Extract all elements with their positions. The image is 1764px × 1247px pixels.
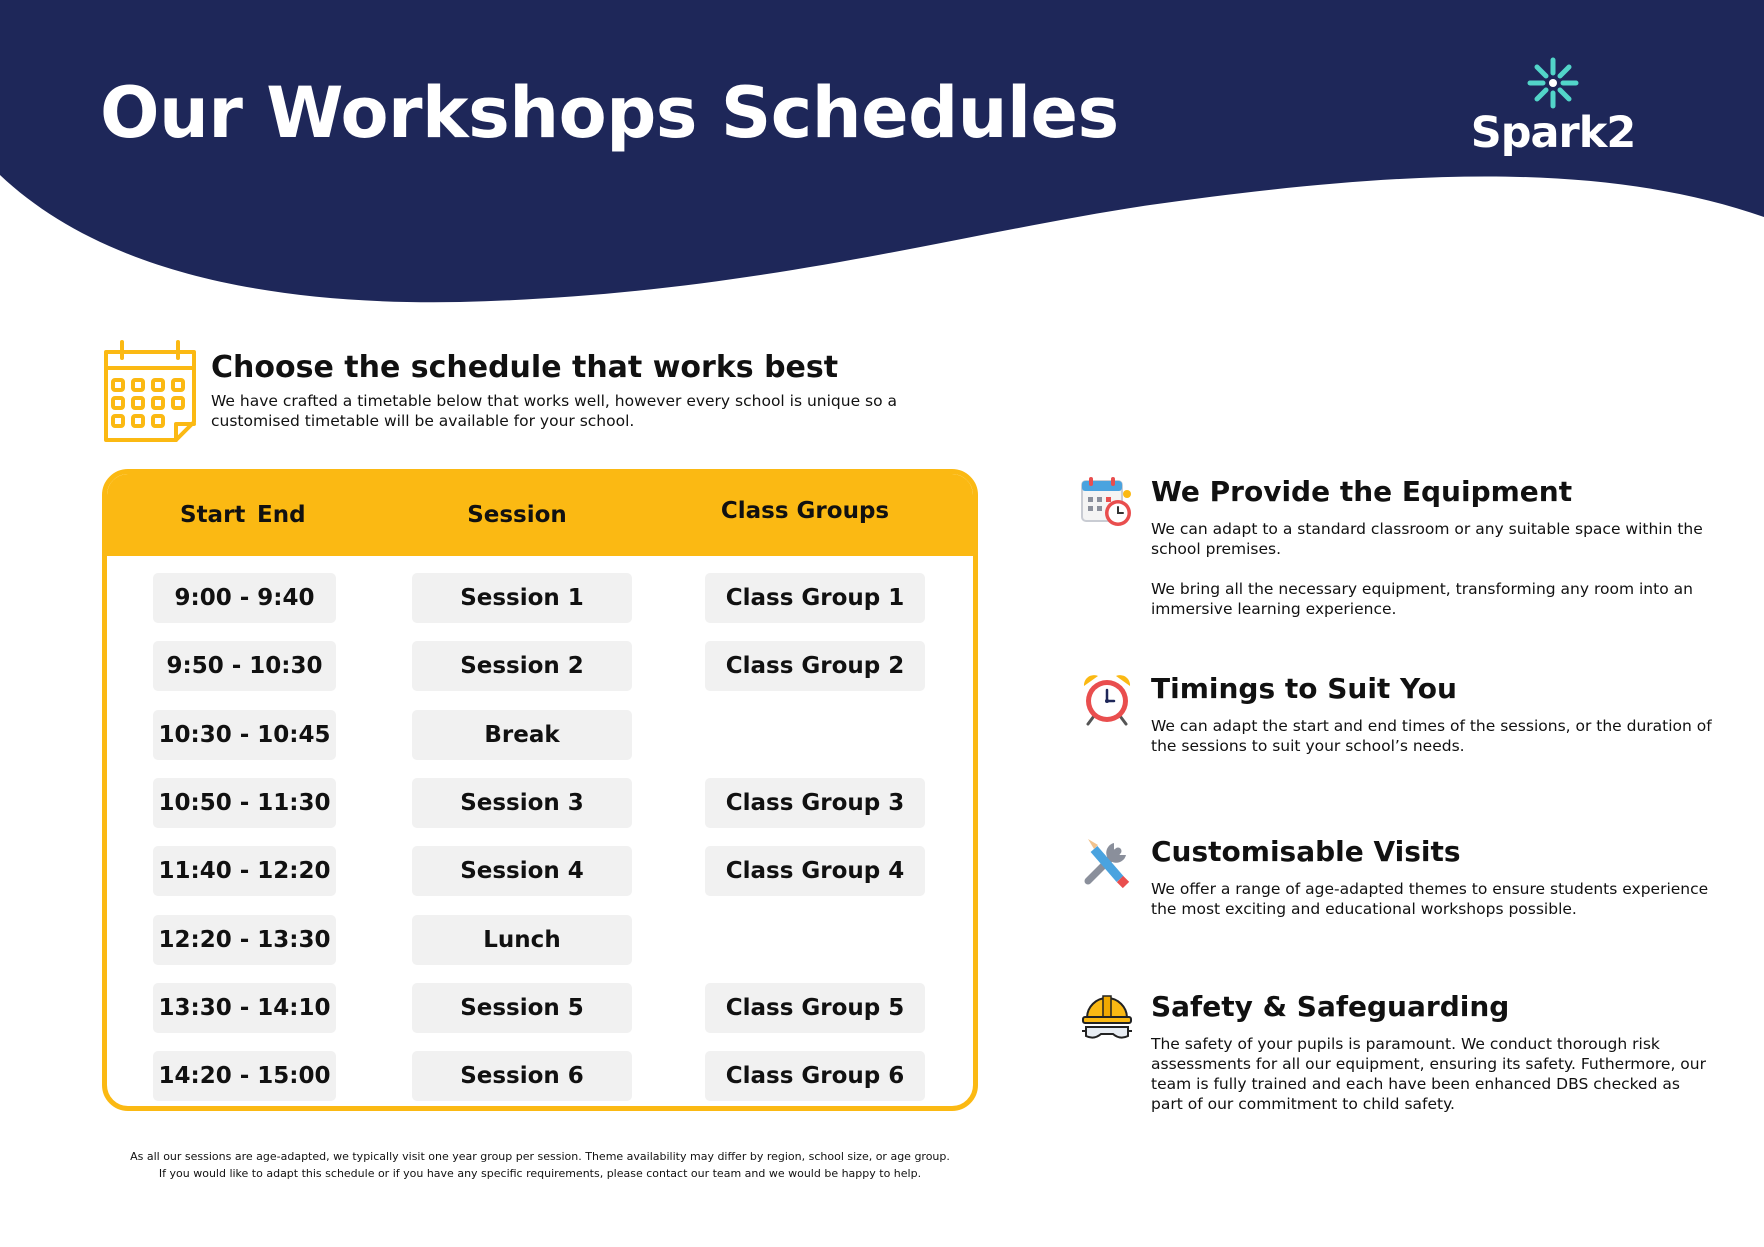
table-row xyxy=(107,915,973,965)
feature-title: Customisable Visits xyxy=(1151,835,1461,868)
feature-text: We can adapt the start and end times of the sessions, or the duration of the sessions to suit your school’s needs. xyxy=(1151,717,1712,755)
feature-title: We Provide the Equipment xyxy=(1151,475,1573,508)
spark-logo-icon xyxy=(1526,56,1580,110)
schedule-table xyxy=(102,469,978,1111)
table-row xyxy=(107,641,973,691)
time-cell: 9:00 - 9:40 xyxy=(153,573,336,623)
feature-text: We bring all the necessary equipment, transforming any room into an immersive learning experience. xyxy=(1151,580,1693,618)
footnote xyxy=(100,1148,980,1182)
spark2-logo xyxy=(1468,56,1638,156)
session-cell: Session 3 xyxy=(412,778,632,828)
hard-hat-goggles-icon xyxy=(1080,990,1134,1044)
class-group-cell: Class Group 5 xyxy=(705,983,925,1033)
header-session: Session xyxy=(467,502,567,528)
table-row xyxy=(107,710,973,760)
calendar-clock-icon xyxy=(1080,475,1134,529)
page-title: Our Workshops Schedules xyxy=(100,72,1119,154)
time-cell: 10:50 - 11:30 xyxy=(153,778,336,828)
session-cell: Session 2 xyxy=(412,641,632,691)
feature-title: Safety & Safeguarding xyxy=(1151,990,1510,1023)
class-group-cell: Class Group 1 xyxy=(705,573,925,623)
header-end: End xyxy=(257,502,306,528)
session-cell: Session 6 xyxy=(412,1051,632,1101)
time-cell: 12:20 - 13:30 xyxy=(153,915,336,965)
feature-title: Timings to Suit You xyxy=(1151,672,1457,705)
alarm-clock-icon xyxy=(1080,672,1134,726)
class-group-cell: Class Group 2 xyxy=(705,641,925,691)
time-cell: 9:50 - 10:30 xyxy=(153,641,336,691)
session-cell: Lunch xyxy=(412,915,632,965)
schedule-header xyxy=(107,474,973,556)
session-cell: Session 4 xyxy=(412,846,632,896)
class-group-cell: Class Group 4 xyxy=(705,846,925,896)
table-row xyxy=(107,1051,973,1101)
calendar-icon xyxy=(100,338,200,446)
table-row xyxy=(107,846,973,896)
time-cell: 11:40 - 12:20 xyxy=(153,846,336,896)
class-group-cell: Class Group 6 xyxy=(705,1051,925,1101)
table-row xyxy=(107,573,973,623)
intro-text: We have crafted a timetable below that works well, however every school is unique so a customised timetable will be available for your school. xyxy=(211,392,898,430)
footnote-line-1: As all our sessions are age-adapted, we typically visit one year group per session. Theme availability may differ by region, school size, or age group. xyxy=(130,1150,950,1163)
feature-text: We can adapt to a standard classroom or any suitable space within the school premises. xyxy=(1151,520,1703,558)
time-cell: 10:30 - 10:45 xyxy=(153,710,336,760)
header-start: Start xyxy=(180,502,246,528)
time-cell: 13:30 - 14:10 xyxy=(153,983,336,1033)
intro-heading: Choose the schedule that works best xyxy=(211,350,839,385)
session-cell: Session 1 xyxy=(412,573,632,623)
class-group-cell: Class Group 3 xyxy=(705,778,925,828)
time-cell: 14:20 - 15:00 xyxy=(153,1051,336,1101)
session-cell: Session 5 xyxy=(412,983,632,1033)
header-class-groups: Class Groups xyxy=(720,498,890,524)
footnote-line-2: If you would like to adapt this schedule or if you have any specific requirements, please contact our team and we would be happy to help. xyxy=(158,1167,922,1180)
pencil-wrench-icon xyxy=(1080,835,1134,889)
table-row xyxy=(107,983,973,1033)
session-cell: Break xyxy=(412,710,632,760)
feature-text: The safety of your pupils is paramount. We conduct thorough risk assessments for all our equipment, ensuring its safety. Futhermore, our team is fully trained and each have been enhanced DBS checked as part of our commitment to child safety. xyxy=(1151,1035,1706,1113)
feature-text: We offer a range of age-adapted themes to ensure students experience the most exciting and educational workshops possible. xyxy=(1151,880,1709,918)
table-row xyxy=(107,778,973,828)
logo-text: Spark2 xyxy=(1470,108,1636,158)
